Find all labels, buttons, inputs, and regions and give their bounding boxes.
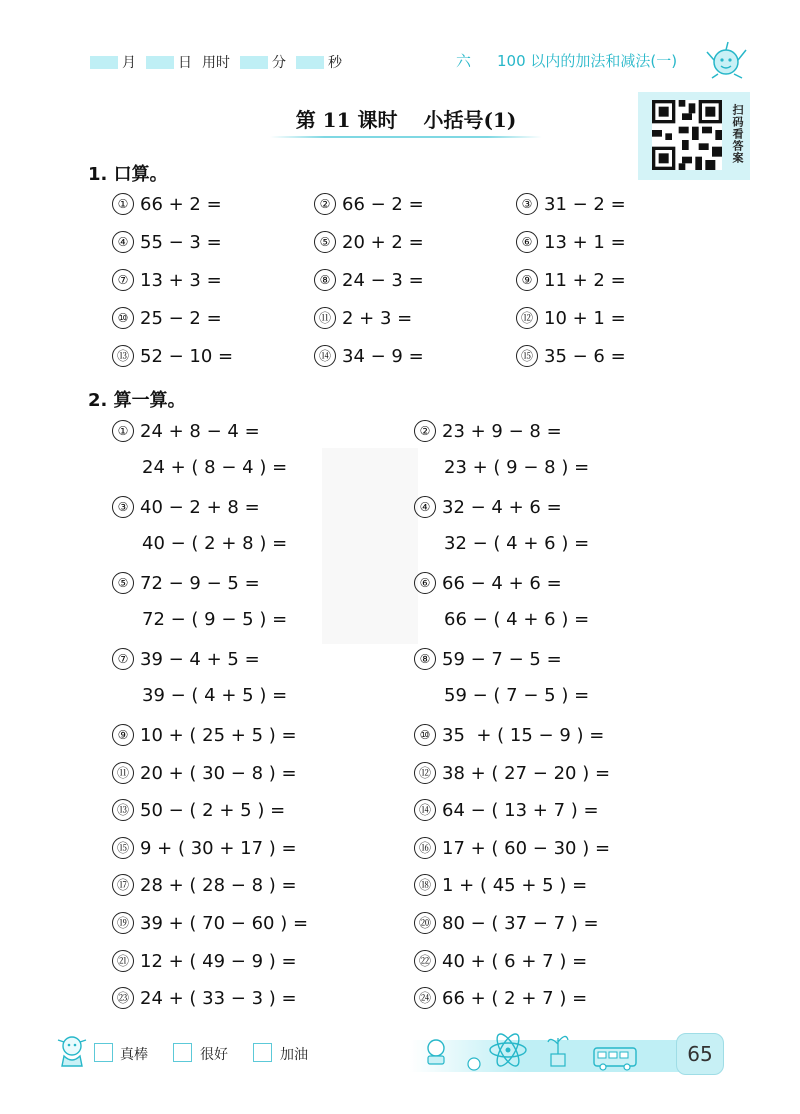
- item-number: ②: [314, 193, 336, 215]
- oral-item-3: [516, 193, 626, 215]
- minutes-blank[interactable]: [240, 56, 268, 69]
- item-expression: 31 − 2 =: [544, 194, 626, 215]
- calc-item-11: [112, 762, 297, 784]
- date-time-fields: [88, 52, 350, 72]
- oral-item-14: [314, 345, 424, 367]
- item-number: ⑫: [414, 762, 436, 784]
- item-expression: 20 + ( 30 − 8 ) =: [140, 763, 297, 784]
- section-2-heading: 2. 算一算。: [88, 390, 186, 411]
- item-number: ⑱: [414, 874, 436, 896]
- calc-item-21: [112, 950, 297, 972]
- item-expression: 10 + ( 25 + 5 ) =: [140, 725, 297, 746]
- oral-item-6: [516, 231, 626, 253]
- section-1-heading: 1. 口算。: [88, 164, 168, 185]
- item-number: ⑭: [314, 345, 336, 367]
- calc-item-24: [414, 987, 587, 1009]
- item-expression: 11 + 2 =: [544, 270, 626, 291]
- calc-item-14: [414, 799, 599, 821]
- item-number: ②: [414, 420, 436, 442]
- calc-item-5-bracketed: 72 − ( 9 − 5 ) =: [142, 609, 288, 630]
- item-expression: 50 − ( 2 + 5 ) =: [140, 800, 286, 821]
- item-expression: 1 + ( 45 + 5 ) =: [442, 875, 588, 896]
- calc-item-7-bracketed: 39 − ( 4 + 5 ) =: [142, 685, 288, 706]
- calc-item-10: [414, 724, 604, 746]
- oral-item-7: [112, 269, 222, 291]
- cartoon-mascot-icon: [52, 1030, 92, 1070]
- item-number: ⑪: [112, 762, 134, 784]
- item-number: ⑧: [414, 648, 436, 670]
- calc-item-15: [112, 837, 297, 859]
- calc-item-17: [112, 874, 297, 896]
- item-number: ⑤: [112, 572, 134, 594]
- calc-item-19: [112, 912, 308, 934]
- item-expression: 52 − 10 =: [140, 346, 234, 367]
- oral-item-2: [314, 193, 424, 215]
- item-number: ⑮: [112, 837, 134, 859]
- rating-checkbox-try[interactable]: [253, 1043, 272, 1062]
- calc-item-13: [112, 799, 285, 821]
- oral-item-1: [112, 193, 222, 215]
- item-expression: 55 − 3 =: [140, 232, 222, 253]
- item-expression: 35 + ( 15 − 9 ) =: [442, 725, 605, 746]
- item-expression: 34 − 9 =: [342, 346, 424, 367]
- item-expression: 10 + 1 =: [544, 308, 626, 329]
- item-expression: 39 − 4 + 5 =: [140, 649, 260, 670]
- item-number: ⑯: [414, 837, 436, 859]
- calc-item-23: [112, 987, 297, 1009]
- lesson-topic: 小括号(1): [423, 108, 517, 132]
- rating-checkbox-good[interactable]: [173, 1043, 192, 1062]
- item-expression: 9 + ( 30 + 17 ) =: [140, 838, 297, 859]
- unit-header: [456, 50, 677, 71]
- qr-code-icon[interactable]: [652, 100, 722, 170]
- item-number: ⑬: [112, 345, 134, 367]
- item-expression: 13 + 1 =: [544, 232, 626, 253]
- item-number: ㉓: [112, 987, 134, 1009]
- item-number: ⑪: [314, 307, 336, 329]
- oral-item-15: [516, 345, 626, 367]
- item-number: ⑦: [112, 269, 134, 291]
- calc-item-8-bracketed: 59 − ( 7 − 5 ) =: [444, 685, 590, 706]
- calc-item-6-bracketed: 66 − ( 4 + 6 ) =: [444, 609, 590, 630]
- item-number: ㉔: [414, 987, 436, 1009]
- item-number: ⑭: [414, 799, 436, 821]
- calc-item-7: [112, 648, 260, 670]
- item-number: ③: [112, 496, 134, 518]
- oral-item-10: [112, 307, 222, 329]
- calc-item-3-bracketed: 40 − ( 2 + 8 ) =: [142, 533, 288, 554]
- item-number: ⑬: [112, 799, 134, 821]
- calc-item-9: [112, 724, 297, 746]
- oral-item-13: [112, 345, 233, 367]
- item-expression: 80 − ( 37 − 7 ) =: [442, 913, 599, 934]
- oral-item-12: [516, 307, 626, 329]
- item-expression: 2 + 3 =: [342, 308, 413, 329]
- item-expression: 20 + 2 =: [342, 232, 424, 253]
- item-number: ⑨: [112, 724, 134, 746]
- item-number: ⑥: [516, 231, 538, 253]
- item-number: ④: [112, 231, 134, 253]
- item-expression: 39 + ( 70 − 60 ) =: [140, 913, 309, 934]
- item-number: ⑧: [314, 269, 336, 291]
- item-number: ⑫: [516, 307, 538, 329]
- rating-label-good: 很好: [200, 1047, 228, 1063]
- rating-checkbox-great[interactable]: [94, 1043, 113, 1062]
- calc-item-3: [112, 496, 260, 518]
- seconds-label: 秒: [328, 55, 342, 71]
- item-number: ⑦: [112, 648, 134, 670]
- star-mascot-icon: [704, 40, 750, 80]
- unit-title: 100 以内的加法和减法(一): [497, 52, 678, 70]
- month-blank[interactable]: [90, 56, 118, 69]
- calc-item-20: [414, 912, 599, 934]
- item-expression: 66 − 4 + 6 =: [442, 573, 562, 594]
- item-number: ③: [516, 193, 538, 215]
- calc-item-4: [414, 496, 562, 518]
- item-number: ①: [112, 193, 134, 215]
- item-number: ㉒: [414, 950, 436, 972]
- qr-caption: 扫码看答案: [731, 104, 744, 164]
- item-expression: 23 + 9 − 8 =: [442, 421, 562, 442]
- item-expression: 13 + 3 =: [140, 270, 222, 291]
- calc-item-4-bracketed: 32 − ( 4 + 6 ) =: [444, 533, 590, 554]
- item-expression: 24 − 3 =: [342, 270, 424, 291]
- item-expression: 66 + ( 2 + 7 ) =: [442, 988, 588, 1009]
- item-expression: 25 − 2 =: [140, 308, 222, 329]
- item-expression: 59 − 7 − 5 =: [442, 649, 562, 670]
- robot-icon: [428, 1040, 444, 1064]
- item-number: ⑲: [112, 912, 134, 934]
- calc-item-1-bracketed: 24 + ( 8 − 4 ) =: [142, 457, 288, 478]
- item-expression: 17 + ( 60 − 30 ) =: [442, 838, 611, 859]
- calc-item-22: [414, 950, 587, 972]
- item-number: ⑩: [414, 724, 436, 746]
- page-title: [270, 104, 542, 133]
- oral-item-8: [314, 269, 424, 291]
- item-expression: 24 + 8 − 4 =: [140, 421, 260, 442]
- oral-item-5: [314, 231, 424, 253]
- rating-label-try: 加油: [280, 1047, 308, 1063]
- item-expression: 12 + ( 49 − 9 ) =: [140, 951, 297, 972]
- oral-item-4: [112, 231, 222, 253]
- item-expression: 72 − 9 − 5 =: [140, 573, 260, 594]
- page-number: 65: [676, 1033, 724, 1075]
- item-number: ⑥: [414, 572, 436, 594]
- item-expression: 35 − 6 =: [544, 346, 626, 367]
- item-number: ⑮: [516, 345, 538, 367]
- plant-icon: [548, 1036, 568, 1066]
- item-number: ①: [112, 420, 134, 442]
- item-number: ⑤: [314, 231, 336, 253]
- title-underline: [270, 136, 542, 138]
- unit-number: 六: [456, 52, 472, 70]
- calc-item-5: [112, 572, 260, 594]
- item-expression: 38 + ( 27 − 20 ) =: [442, 763, 611, 784]
- item-expression: 40 − 2 + 8 =: [140, 497, 260, 518]
- lesson-number: 第 11 课时: [295, 108, 398, 132]
- atom-icon: [490, 1031, 526, 1069]
- calc-item-1: [112, 420, 260, 442]
- footer-decorations: [416, 1026, 676, 1074]
- day-blank[interactable]: [146, 56, 174, 69]
- oral-item-11: [314, 307, 412, 329]
- calc-item-2-bracketed: 23 + ( 9 − 8 ) =: [444, 457, 590, 478]
- item-expression: 24 + ( 33 − 3 ) =: [140, 988, 297, 1009]
- item-number: ⑰: [112, 874, 134, 896]
- calc-item-8: [414, 648, 562, 670]
- ball-icon: [468, 1058, 480, 1070]
- item-number: ㉑: [112, 950, 134, 972]
- calc-item-2: [414, 420, 562, 442]
- minutes-label: 分: [272, 55, 286, 71]
- bus-icon: [594, 1048, 636, 1070]
- item-number: ⑩: [112, 307, 134, 329]
- calc-item-18: [414, 874, 587, 896]
- calc-item-12: [414, 762, 610, 784]
- time-used-label: 用时: [202, 55, 230, 71]
- item-number: ⑨: [516, 269, 538, 291]
- item-expression: 32 − 4 + 6 =: [442, 497, 562, 518]
- item-expression: 66 − 2 =: [342, 194, 424, 215]
- oral-item-9: [516, 269, 626, 291]
- seconds-blank[interactable]: [296, 56, 324, 69]
- item-expression: 28 + ( 28 − 8 ) =: [140, 875, 297, 896]
- item-expression: 40 + ( 6 + 7 ) =: [442, 951, 588, 972]
- item-number: ⑳: [414, 912, 436, 934]
- calc-item-16: [414, 837, 610, 859]
- calc-item-6: [414, 572, 562, 594]
- item-expression: 66 + 2 =: [140, 194, 222, 215]
- background-watermark: [322, 448, 418, 644]
- item-number: ④: [414, 496, 436, 518]
- item-expression: 64 − ( 13 + 7 ) =: [442, 800, 599, 821]
- month-label: 月: [122, 55, 136, 71]
- day-label: 日: [178, 55, 192, 71]
- rating-label-great: 真棒: [120, 1047, 148, 1063]
